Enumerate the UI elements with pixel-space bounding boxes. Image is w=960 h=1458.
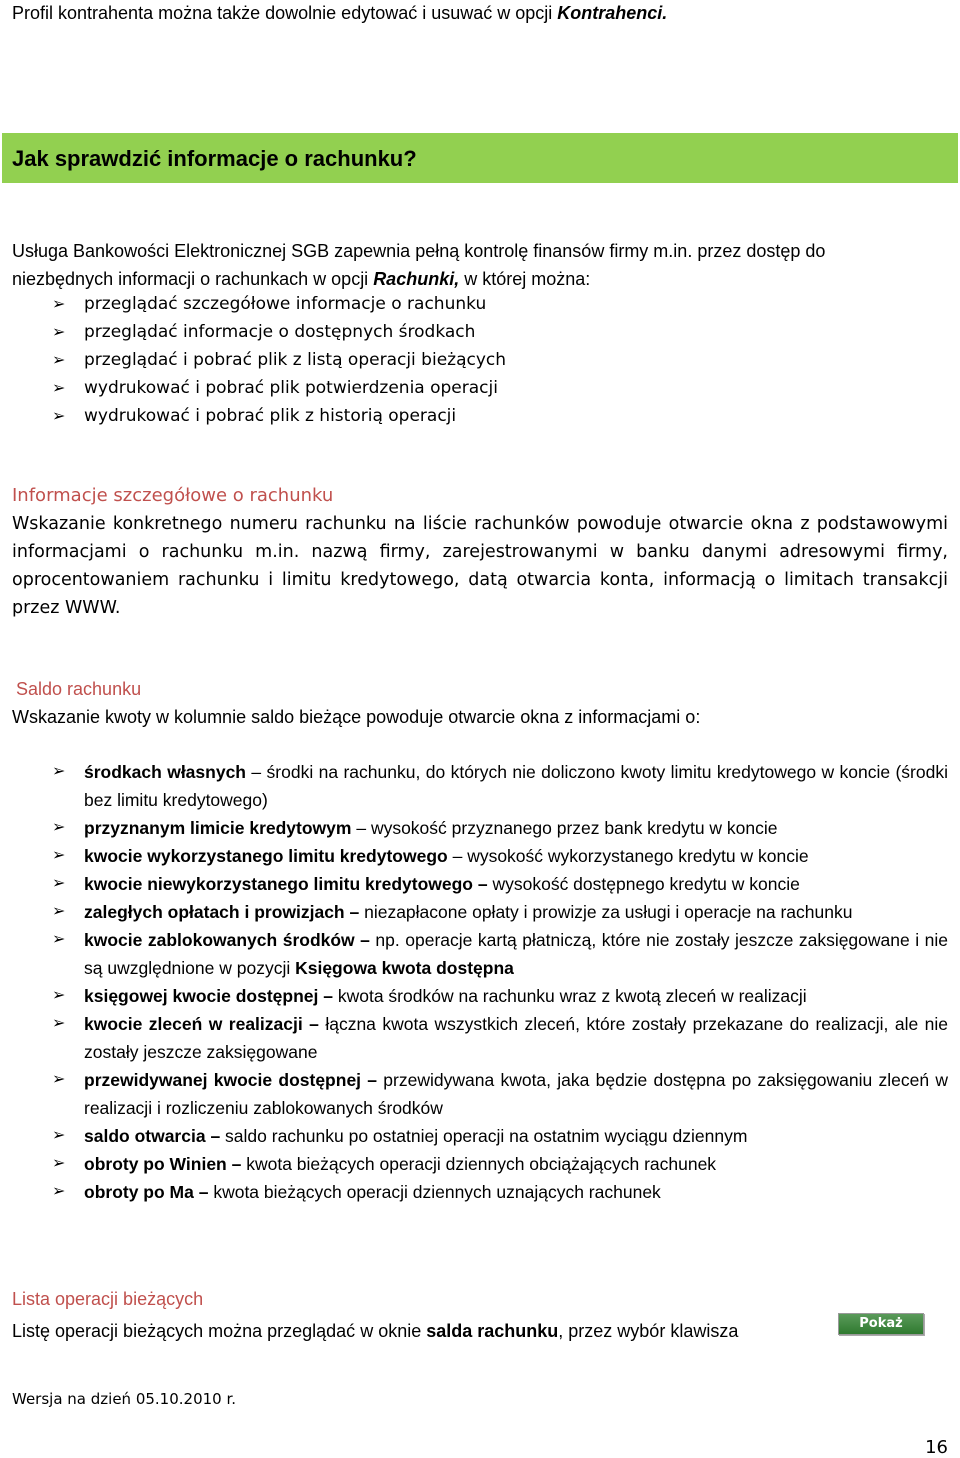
arrow-bullet-icon: ➢	[52, 1071, 66, 1088]
list-item: ➢ kwocie wykorzystanego limitu kredytowego – wysokość wykorzystanego kredytu w koncie	[52, 846, 809, 866]
arrow-bullet-icon: ➢	[52, 350, 66, 369]
term-description: saldo rachunku po ostatniej operacji na ostatnim wyciągu dziennym	[225, 1126, 748, 1146]
list-item: ➢ wydrukować i pobrać plik z historią operacji	[52, 406, 457, 426]
arrow-bullet-icon: ➢	[52, 987, 66, 1004]
arrow-bullet-icon: ➢	[52, 763, 66, 780]
features-list	[52, 290, 506, 430]
arrow-bullet-icon: ➢	[52, 931, 66, 948]
term-label: księgowej kwocie dostępnej	[84, 986, 319, 1006]
arrow-bullet-icon: ➢	[52, 294, 66, 313]
term-description: np. operacje kartą płatniczą, które nie zostały jeszcze zaksięgowane i nie są uwzględnione w pozycji	[84, 930, 948, 978]
term-label: kwocie zablokowanych środków	[84, 930, 355, 950]
term-label: przyznanym limicie kredytowym	[84, 818, 352, 838]
saldo-heading: Saldo rachunku	[16, 679, 142, 699]
term-description: środki na rachunku, do których nie doliczono kwoty limitu kredytowego w koncie (środki bez limitu kredytowego)	[84, 762, 948, 810]
arrow-bullet-icon: ➢	[52, 406, 66, 425]
intro-text: Profil kontrahenta można także dowolnie edytować i usuwać w opcji Kontrahenci.	[12, 3, 668, 23]
arrow-bullet-icon: ➢	[52, 875, 66, 892]
term-label: przewidywanej kwocie dostępnej	[84, 1070, 362, 1090]
term-label: obroty po Ma	[84, 1182, 194, 1202]
list-item: ➢ zaległych opłatach i prowizjach – niezapłacone opłaty i prowizje za usługi i operacje na rachunku	[52, 902, 853, 922]
term-label: kwocie wykorzystanego limitu kredytowego	[84, 846, 448, 866]
list-item: ➢ przewidywanej kwocie dostępnej – przewidywana kwota, jaka będzie dostępna po zaksięgowaniu zleceń w realizacji i rozliczeniu zablokowanych środków	[52, 1070, 948, 1118]
arrow-bullet-icon: ➢	[52, 378, 66, 397]
term-label: zaległych opłatach i prowizjach	[84, 902, 345, 922]
saldo-list	[52, 758, 948, 1206]
list-item: ➢ środkach własnych – środki na rachunku, do których nie doliczono kwoty limitu kredytowego w koncie (środki bez limitu kredytowego)	[52, 762, 948, 810]
term-description: wysokość dostępnego kredytu w koncie	[492, 874, 800, 894]
service-line-2: niezbędnych informacji o rachunkach w opcji Rachunki, w której można:	[12, 269, 591, 289]
term-description: przewidywana kwota, jaka będzie dostępna po zaksięgowaniu zleceń w realizacji i rozliczeniu zablokowanych środków	[84, 1070, 948, 1118]
term-label: kwocie zleceń w realizacji	[84, 1014, 303, 1034]
arrow-bullet-icon: ➢	[52, 1127, 66, 1144]
list-item: ➢ saldo otwarcia – saldo rachunku po ostatniej operacji na ostatnim wyciągu dziennym	[52, 1126, 748, 1146]
page-number: 16	[925, 1437, 948, 1458]
list-item: ➢ kwocie zablokowanych środków – np. operacje kartą płatniczą, które nie zostały jeszcze zaksięgowane i nie są uwzględnione w pozycji Księgowa kwota dostępna	[52, 930, 948, 978]
list-item: ➢ przeglądać i pobrać plik z listą operacji bieżących	[52, 350, 507, 370]
section-title: Jak sprawdzić informacje o rachunku?	[12, 146, 417, 171]
arrow-bullet-icon: ➢	[52, 1183, 66, 1200]
term-description: kwota środków na rachunku wraz z kwotą zleceń w realizacji	[337, 986, 807, 1006]
list-item: ➢ przyznanym limicie kredytowym – wysokość przyznanego przez bank kredytu w koncie	[52, 818, 778, 838]
details-heading: Informacje szczegółowe o rachunku	[12, 485, 334, 506]
list-item: ➢ księgowej kwocie dostępnej – kwota środków na rachunku wraz z kwotą zleceń w realizacji	[52, 986, 807, 1006]
list-item: ➢ wydrukować i pobrać plik potwierdzenia operacji	[52, 378, 498, 398]
term-description: wysokość przyznanego przez bank kredytu w koncie	[370, 818, 778, 838]
list-item: ➢ kwocie zleceń w realizacji – łączna kwota wszystkich zleceń, które zostały przekazane do realizacji, ale nie zostały jeszcze zaksięgowane	[52, 1014, 948, 1062]
pokaz-button[interactable]: Pokaż	[838, 1313, 924, 1335]
arrow-bullet-icon: ➢	[52, 1015, 66, 1032]
arrow-bullet-icon: ➢	[52, 847, 66, 864]
arrow-bullet-icon: ➢	[52, 322, 66, 341]
operations-text: Listę operacji bieżących można przeglądać w oknie salda rachunku, przez wybór klawisza	[12, 1321, 739, 1341]
list-item: ➢ przeglądać szczegółowe informacje o rachunku	[52, 294, 487, 314]
list-item: ➢ obroty po Winien – kwota bieżących operacji dziennych obciążających rachunek	[52, 1154, 717, 1174]
term-description: wysokość wykorzystanego kredytu w koncie	[467, 846, 809, 866]
list-item: ➢ kwocie niewykorzystanego limitu kredytowego – wysokość dostępnego kredytu w koncie	[52, 874, 800, 894]
term-label: obroty po Winien	[84, 1154, 227, 1174]
arrow-bullet-icon: ➢	[52, 903, 66, 920]
term-description: łączna kwota wszystkich zleceń, które zostały przekazane do realizacji, ale nie zostały jeszcze zaksięgowane	[84, 1014, 948, 1062]
saldo-text: Wskazanie kwoty w kolumnie saldo bieżące powoduje otwarcie okna z informacjami o:	[12, 707, 701, 727]
term-label: saldo otwarcia	[84, 1126, 206, 1146]
list-item: ➢ obroty po Ma – kwota bieżących operacji dziennych uznających rachunek	[52, 1182, 661, 1202]
term-description: niezapłacone opłaty i prowizje za usługi i operacje na rachunku	[364, 902, 853, 922]
kontrahenci-link: Kontrahenci.	[557, 3, 668, 23]
list-item: ➢ przeglądać informacje o dostępnych środkach	[52, 322, 476, 342]
term-label: kwocie niewykorzystanego limitu kredytowego	[84, 874, 473, 894]
service-line-1: Usługa Bankowości Elektronicznej SGB zapewnia pełną kontrolę finansów firmy m.in. przez dostęp do	[12, 241, 826, 261]
section-title-bar	[2, 133, 958, 183]
arrow-bullet-icon: ➢	[52, 1155, 66, 1172]
version-footer: Wersja na dzień 05.10.2010 r.	[12, 1390, 237, 1408]
term-description: kwota bieżących operacji dziennych obciążających rachunek	[246, 1154, 717, 1174]
operations-heading: Lista operacji bieżących	[12, 1289, 204, 1309]
term-description: kwota bieżących operacji dziennych uznających rachunek	[213, 1182, 661, 1202]
term-label: środkach własnych	[84, 762, 246, 782]
details-text: Wskazanie konkretnego numeru rachunku na liście rachunków powoduje otwarcie okna z podstawowymi informacjami o rachunku m.in. nazwą firmy, zarejestrowanymi w banku danymi adresowymi firmy, oprocentowaniem rachunku i limitu kredytowego, datą otwarcia konta, informacją o limitach transakcji przez WWW.	[12, 514, 948, 618]
arrow-bullet-icon: ➢	[52, 819, 66, 836]
